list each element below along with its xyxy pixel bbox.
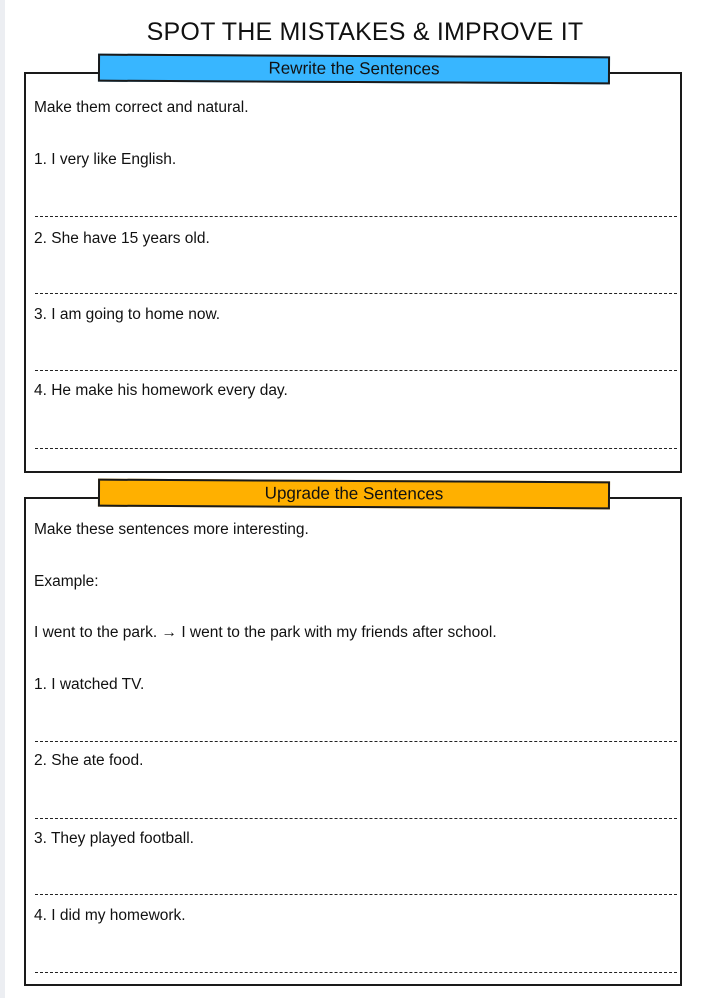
rewrite-instruction: Make them correct and natural.: [34, 99, 249, 116]
upgrade-answer-line-1[interactable]: [35, 741, 677, 742]
rewrite-answer-line-3[interactable]: [35, 370, 677, 371]
page-title: SPOT THE MISTAKES & IMPROVE IT: [146, 18, 584, 46]
upgrade-section-banner: Upgrade the Sentences: [98, 479, 610, 510]
rewrite-item-1: 1. I very like English.: [34, 151, 177, 168]
upgrade-item-1: 1. I watched TV.: [34, 676, 145, 693]
rewrite-answer-line-2[interactable]: [35, 293, 677, 294]
upgrade-answer-line-3[interactable]: [35, 894, 677, 895]
rewrite-item-4: 4. He make his homework every day.: [34, 382, 288, 399]
upgrade-item-4: 4. I did my homework.: [34, 907, 186, 924]
left-margin-strip: [0, 0, 5, 998]
upgrade-example: I went to the park. → I went to the park with my friends after school.: [34, 624, 497, 641]
upgrade-answer-line-2[interactable]: [35, 818, 677, 819]
rewrite-answer-line-4[interactable]: [35, 448, 677, 449]
rewrite-answer-line-1[interactable]: [35, 216, 677, 217]
rewrite-item-3: 3. I am going to home now.: [34, 306, 221, 323]
upgrade-item-3: 3. They played football.: [34, 830, 194, 847]
upgrade-item-2: 2. She ate food.: [34, 752, 144, 769]
rewrite-item-2: 2. She have 15 years old.: [34, 230, 210, 247]
upgrade-instruction: Make these sentences more interesting.: [34, 521, 309, 538]
rewrite-section-banner: Rewrite the Sentences: [98, 54, 610, 85]
rewrite-section-box: [24, 72, 682, 473]
upgrade-answer-line-4[interactable]: [35, 972, 677, 973]
upgrade-example-label: Example:: [34, 573, 99, 590]
